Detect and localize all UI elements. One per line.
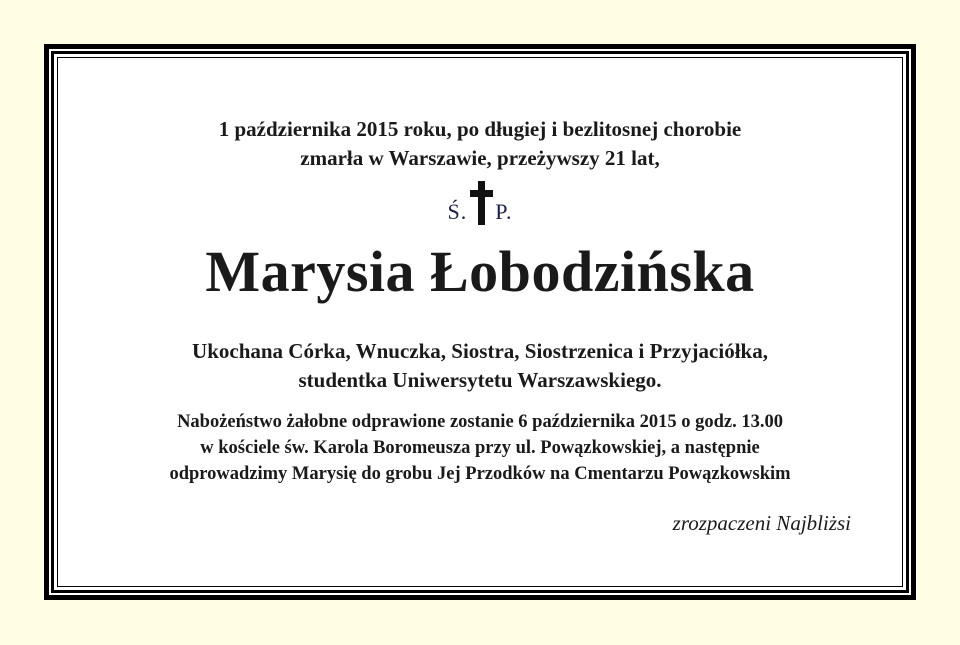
intro-text: 1 października 2015 roku, po długiej i bezlitosnej chorobie zmarła w Warszawie, przeżywszy 21 lat, [218,117,742,170]
obituary-card [44,44,916,600]
description-text: Ukochana Córka, Wnuczka, Siostra, Siostrzenica i Przyjaciółka, studentka Uniwersytetu Warszawskiego. [192,339,768,392]
cross-icon [469,181,493,225]
sp-mark: Ś. P. [49,181,911,225]
funeral-info: Nabożeństwo żałobne odprawione zostanie 6 października 2015 o godz. 13.00 w kościele św. Karola Boromeusza przy ul. Powązkowskiej, a następnie odprowadzimy Marysię do grobu Jej Przodków na Cmentarzu Powązkowskim [169,412,791,484]
signature: zrozpaczeni Najbliżsi [672,511,851,535]
deceased-name: Marysia Łobodzińska [205,239,755,304]
